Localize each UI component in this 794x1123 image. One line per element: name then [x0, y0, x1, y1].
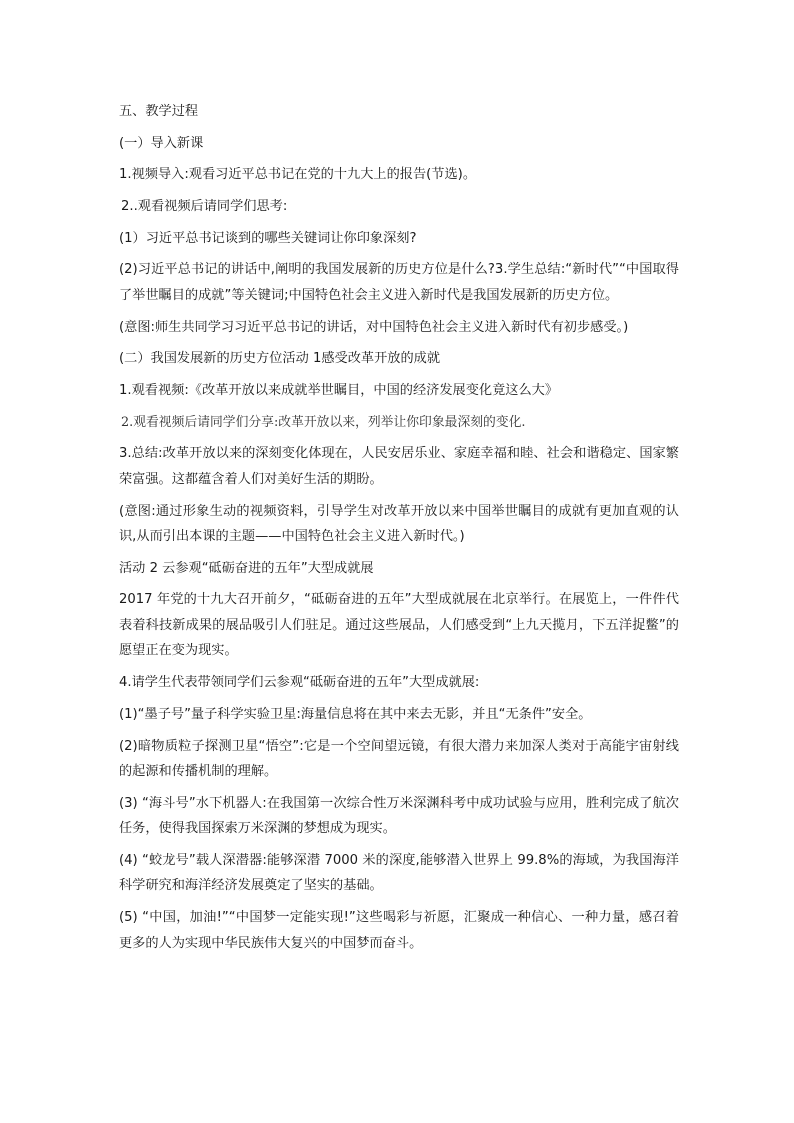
subsection-heading: (二）我国发展新的历史方位活动 1感受改革开放的成就: [119, 351, 441, 367]
paragraph: (4) “蛟龙号”载人深潜器:能够深潜 7000 米的深度,能够潜入世界上 99.8%的海域，为我国海洋科学研究和海洋经济发展奠定了坚实的基础。: [119, 852, 679, 894]
activity-heading: 活动 2 云参观“砥砺奋进的五年”大型成就展: [119, 560, 374, 576]
document-body: [119, 99, 679, 962]
paragraph: (5) “中国，加油!”“中国梦一定能实现!”这些喝彩与祈愿，汇聚成一种信心、一种力量，感召着更多的人为实现中华民族伟大复兴的中国梦而奋斗。: [119, 910, 679, 951]
paragraph: 3.总结:改革开放以来的深刻变化体现在，人民安居乐业、家庭幸福和睦、社会和谐稳定、国家繁荣富强。这都蕴含着人们对美好生活的期盼。: [119, 446, 679, 487]
paragraph: (3) “海斗号”水下机器人:在我国第一次综合性万米深渊科考中成功试验与应用，胜利完成了航次任务，使得我国探索万米深渊的梦想成为现实。: [119, 795, 679, 837]
paragraph: (1)“墨子号”量子科学实验卫星:海量信息将在其中来去无影，并且“无条件”安全。: [119, 706, 592, 722]
section-heading: 五、教学过程: [119, 104, 199, 119]
paragraph: (意图:师生共同学习习近平总书记的讲话，对中国特色社会主义进入新时代有初步感受。): [119, 319, 629, 335]
paragraph: 2.观看视频后请同学们分享:改革开放以来，列举让你印象最深刻的变化.: [121, 414, 526, 430]
paragraph: (2)习近平总书记的讲话中,阐明的我国发展新的历史方位是什么?3.学生总结:“新时代”“中国取得了举世瞩目的成就”等关键词;中国特色社会主义进入新时代是我国发展新的历史方位。: [119, 262, 679, 303]
paragraph: 1.观看视频:《改革开放以来成就举世瞩目，中国的经济发展变化竟这么大》: [119, 383, 559, 398]
paragraph: 2017 年党的十九大召开前夕，“砥砺奋进的五年”大型成就展在北京举行。在展览上，一件件代表着科技新成果的展品吸引人们驻足。通过这些展品，人们感受到“上九天揽月，下五洋捉鳖”的愿望正在变为现实。: [119, 592, 679, 659]
paragraph: 4.请学生代表带领同学们云参观“砥砺奋进的五年”大型成就展:: [119, 675, 480, 691]
subsection-heading: (一）导入新课: [119, 135, 204, 151]
paragraph: 1.视频导入:观看习近平总书记在党的十九大上的报告(节选)。: [119, 167, 477, 183]
paragraph: (1）习近平总书记谈到的哪些关键词让你印象深刻?: [119, 230, 417, 246]
paragraph: (2)暗物质粒子探测卫星“悟空”:它是一个空间望远镜，有很大潜力来加深人类对于高能宇宙射线的起源和传播机制的理解。: [119, 738, 679, 779]
paragraph: 2..观看视频后请同学们思考:: [121, 199, 288, 215]
paragraph: (意图:通过形象生动的视频资料，引导学生对改革开放以来中国举世瞩目的成就有更加直观的认识,从而引出本课的主题——中国特色社会主义进入新时代。): [119, 503, 679, 545]
